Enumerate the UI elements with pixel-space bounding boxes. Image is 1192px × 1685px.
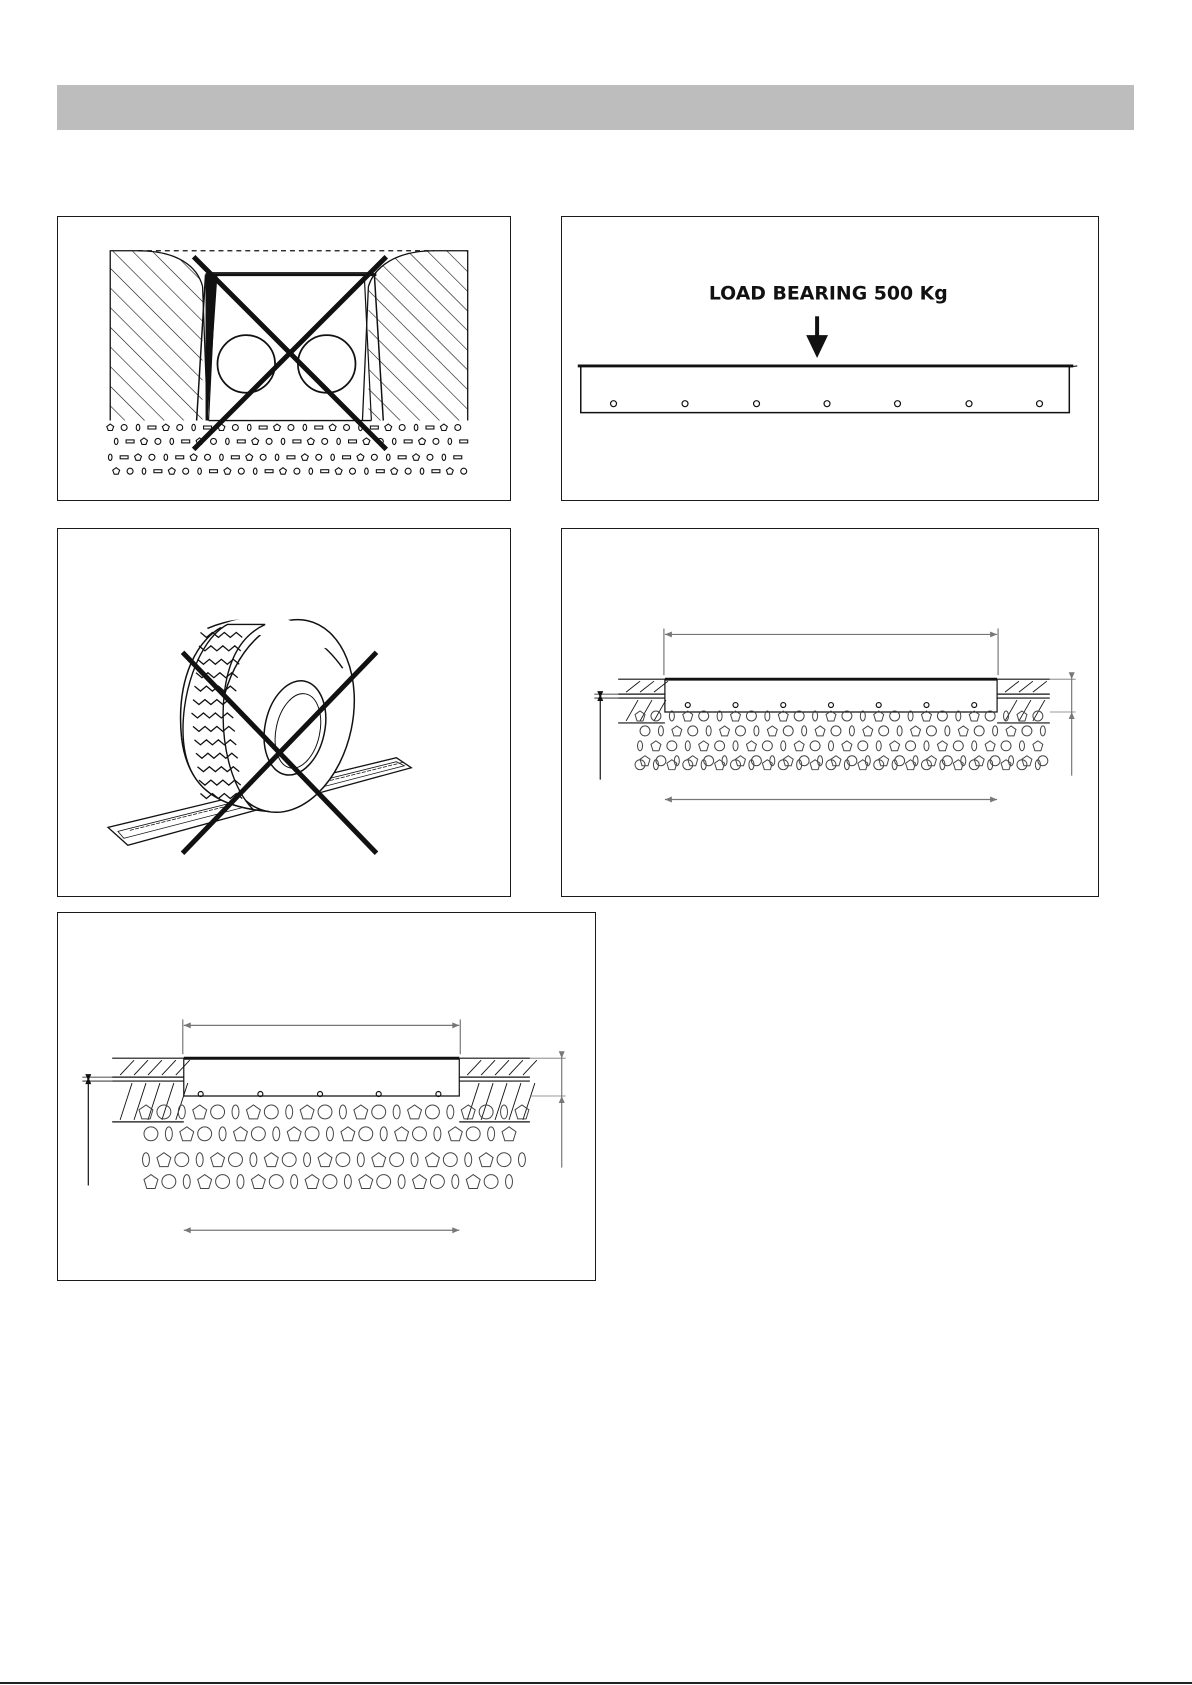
vehicle-tyre-drawing <box>58 529 510 896</box>
gravel-texture <box>107 424 468 474</box>
section-header-bar <box>57 85 1134 130</box>
load-bearing-drawing <box>562 217 1098 500</box>
panel-installation-gravel-bed <box>561 528 1099 897</box>
load-arrow-icon <box>806 335 828 358</box>
panel-vehicle-tyre <box>57 528 511 897</box>
panel-installation-gravel-bed-detail <box>57 912 596 1281</box>
installation-gravel-bed-drawing <box>562 529 1098 896</box>
trench-cross-section-drawing <box>58 217 510 500</box>
panel-trench-cross-section <box>57 216 511 501</box>
page-bottom-rule <box>0 1682 1192 1684</box>
installation-gravel-bed-detail-drawing <box>58 913 595 1280</box>
load-bearing-label: LOAD BEARING 500 Kg <box>708 282 948 305</box>
panel-load-bearing <box>561 216 1099 501</box>
